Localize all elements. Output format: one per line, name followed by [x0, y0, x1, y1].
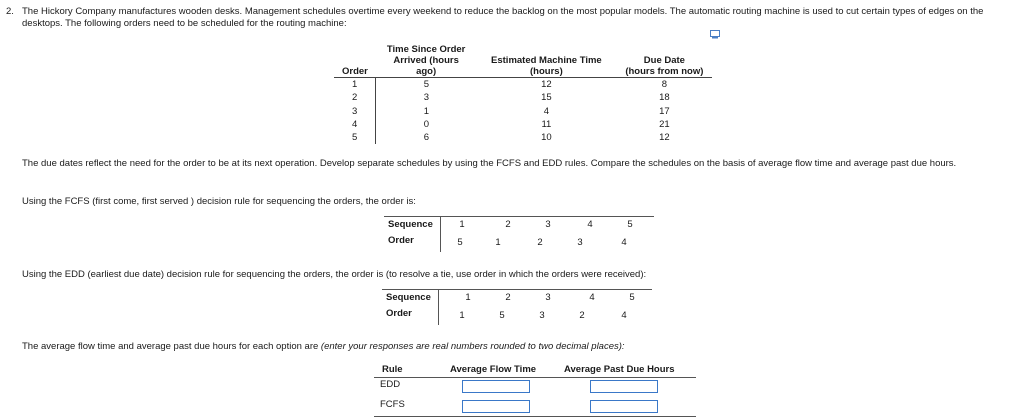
order-cell: 3 [539, 310, 545, 321]
order-cell: 1 [495, 237, 501, 248]
order-cell: 4 [621, 237, 627, 248]
fcfs-prompt: Using the FCFS (first come, first served ) decision rule for sequencing the orders, the order is: [22, 196, 416, 207]
sequence-number: 4 [587, 219, 593, 230]
order-cell: 5 [457, 237, 463, 248]
edd-flow-time-input[interactable] [462, 380, 530, 393]
copy-icon[interactable] [710, 30, 720, 39]
order-cell: 4 [621, 310, 627, 321]
sequence-label: Sequence [388, 219, 433, 230]
sequence-number: 2 [505, 219, 511, 230]
sequence-number: 5 [629, 292, 635, 303]
table-row: 5 6 10 12 [334, 131, 712, 144]
col-header-machine-time: Estimated Machine Time (hours) [491, 55, 602, 77]
edd-past-due-input[interactable] [590, 380, 658, 393]
order-cell: 3 [577, 237, 583, 248]
fcfs-past-due-input[interactable] [590, 400, 658, 413]
order-label: Order [386, 308, 412, 319]
sequence-number: 3 [545, 292, 551, 303]
question-number: 2. [6, 6, 14, 17]
order-cell: 2 [537, 237, 543, 248]
col-header-due-date: Due Date (hours from now) [625, 55, 704, 77]
sequence-number: 2 [505, 292, 511, 303]
col-header-rule: Rule [382, 364, 403, 375]
sequence-number: 1 [465, 292, 471, 303]
rule-label-edd: EDD [380, 379, 401, 390]
col-header-order: Order [342, 66, 368, 77]
sequence-label: Sequence [386, 292, 431, 303]
col-header-avg-past-due: Average Past Due Hours [564, 364, 675, 375]
sequence-number: 3 [545, 219, 551, 230]
col-header-time-since: Time Since Order Arrived (hours ago) [386, 44, 466, 77]
table-row: 2 3 15 18 [334, 91, 712, 104]
table-row: 4 0 11 21 [334, 118, 712, 131]
order-cell: 2 [579, 310, 585, 321]
order-label: Order [388, 235, 414, 246]
sequence-number: 4 [589, 292, 595, 303]
sequence-number: 5 [627, 219, 633, 230]
fcfs-flow-time-input[interactable] [462, 400, 530, 413]
order-cell: 5 [499, 310, 505, 321]
order-cell: 1 [459, 310, 465, 321]
orders-table [334, 44, 712, 144]
fcfs-sequence-table [384, 216, 654, 252]
edd-sequence-table [382, 289, 652, 325]
due-dates-paragraph: The due dates reflect the need for the order to be at its next operation. Develop separate schedules by using the FCFS and EDD rules. Compare the schedules on the basis of average flow time and average past due hours. [22, 158, 957, 169]
table-row: 1 5 12 8 [334, 78, 712, 92]
average-prompt: The average flow time and average past due hours for each option are (enter your responses are real numbers rounded to two decimal places): [22, 341, 625, 352]
col-header-avg-flow-time: Average Flow Time [450, 364, 537, 375]
sequence-number: 1 [459, 219, 465, 230]
rule-label-fcfs: FCFS [380, 399, 405, 410]
question-intro: The Hickory Company manufactures wooden desks. Management schedules overtime every weekend to reduce the backlog on the most popular models. The automatic routing machine is used to cut certain types of edges on the desktops. The following orders need to be scheduled for the routing machine: [22, 6, 984, 29]
edd-prompt: Using the EDD (earliest due date) decision rule for sequencing the orders, the order is (to resolve a tie, use order in which the orders were received): [22, 269, 647, 280]
table-row: 3 1 4 17 [334, 105, 712, 118]
